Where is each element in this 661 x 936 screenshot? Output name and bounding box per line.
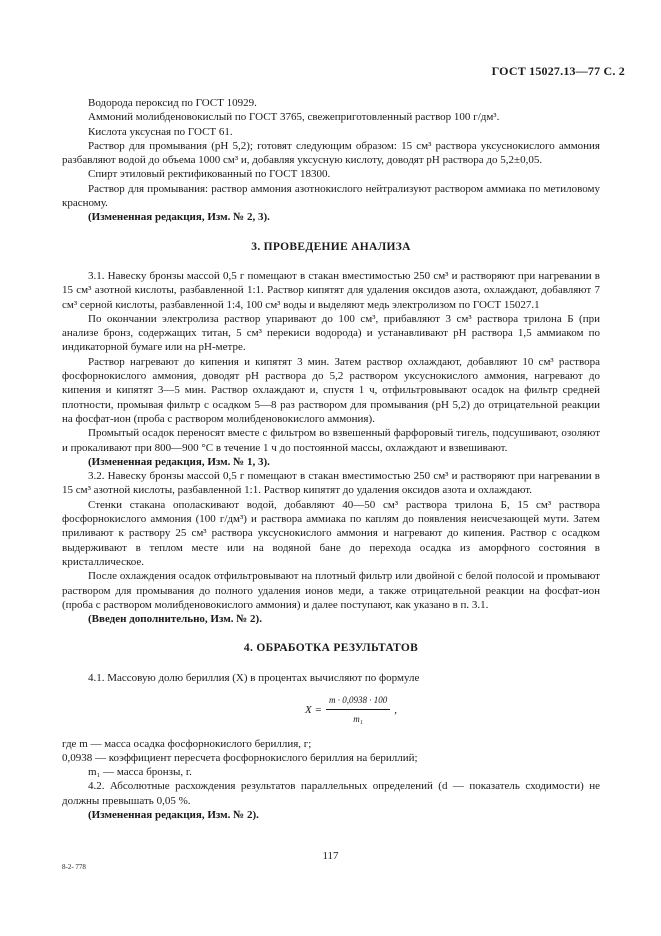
edition-note: (Измененная редакция, Изм. № 1, 3).	[88, 455, 270, 468]
document-header: ГОСТ 15027.13—77 С. 2	[491, 64, 625, 78]
variable-definitions	[62, 737, 600, 780]
definition-line: 0,0938 — коэффициент пересчета фосфорнокислого бериллия на бериллий;	[62, 751, 418, 764]
definition-line: m₁ — масса бронзы, г.	[88, 766, 192, 779]
formula	[62, 693, 600, 727]
page-number: 117	[322, 850, 339, 862]
intro-line: Водорода пероксид по ГОСТ 10929.	[88, 97, 257, 109]
paragraph: 3.1. Навеску бронзы массой 0,5 г помещают в стакан вместимостью 250 см³ и растворяют при нагревании в 15 см³ азотной кислоты, разбавленной 1:1. Раствор кипятят для удаления оксидов азота, охлаждают, добавляют 7 см³ серной кислоты, разбавленной 1:4, 100 см³ воды и выделяют медь электролизом по ГОСТ 15027.1	[62, 269, 600, 311]
formula-denominator: m₁	[353, 714, 363, 725]
paragraph: Промытый осадок переносят вместе с фильтром во взвешенный фарфоровый тигель, подсушивают, озоляют и прокаливают при 800—900 °С в течение 1 ч до постоянной массы, охлаждают и взвешивают.	[62, 427, 600, 454]
section-3-title: 3. ПРОВЕДЕНИЕ АНАЛИЗА	[251, 240, 411, 253]
edition-note: (Измененная редакция, Изм. № 2, 3).	[88, 211, 270, 224]
intro-line: Кислота уксусная по ГОСТ 61.	[88, 125, 233, 138]
intro-line: Раствор для промывания (рН 5,2); готовят следующим образом: 15 см³ раствора уксуснокислого аммония разбавляют водой до объема 1000 см³ и, добавляя уксусную кислоту, доводят рН раствора до 5,2±0,05.	[62, 139, 600, 167]
paragraph: 3.2. Навеску бронзы массой 0,5 г помещают в стакан вместимостью 250 см³ и растворяют при нагревании в 15 см³ азотной кислоты, разбавленной 1:1. Раствор кипятят до удаления оксидов азота и охлаждают.	[62, 470, 600, 497]
formula-tail: ,	[394, 703, 397, 716]
intro-line: Аммоний молибденовокислый по ГОСТ 3765, свежеприготовленный раствор 100 г/дм³.	[88, 111, 500, 124]
paragraph: Раствор нагревают до кипения и кипятят 3 мин. Затем раствор охлаждают, добавляют 10 см³ раствора фосфорнокислого аммония, доводят рН раствора до 5,2 раствором уксуснокислого аммония, нагревают до кипения и кипятят 3—5 мин. Раствор охлаждают и, спустя 1 ч, отфильтровывают осадок на фильтр средней плотности, промывая фильтр с осадком 5—8 раз раствором для промывания (рН 5,2) до отрицательной реакции на фосфат-ион (проба с раствором молибденовокислого аммония).	[62, 355, 600, 425]
edition-note: (Измененная редакция, Изм. № 2).	[88, 809, 259, 822]
print-code: 8-2- 778	[62, 863, 86, 871]
formula-fraction	[326, 693, 390, 727]
paragraph: 4.2. Абсолютные расхождения результатов параллельных определений (d — показатель сходимости) не должны превышать 0,05 %.	[62, 780, 600, 807]
edition-note: (Введен дополнительно, Изм. № 2).	[88, 613, 262, 626]
section-4-title: 4. ОБРАБОТКА РЕЗУЛЬТАТОВ	[243, 642, 419, 655]
intro-line: Спирт этиловый ректификованный по ГОСТ 18300.	[88, 168, 331, 181]
paragraph: Стенки стакана ополаскивают водой, добавляют 40—50 см³ раствора трилона Б, 15 см³ раствора фосфорнокислого аммония (100 г/дм³) и раствора аммиака по каплям до появления неисчезающей мути. Затем приливают к раствору 25 см³ раствора уксуснокислого аммония и нагревают до кипения. Раствор с осадком выдерживают в теплом месте или на водяной бане до перехода осадка из аморфного состояния в кристаллическое.	[62, 498, 600, 568]
document-body	[62, 96, 600, 822]
definition-line: где m — масса осадка фосфорнокислого бериллия, г;	[62, 737, 312, 750]
paragraph: После охлаждения осадок отфильтровывают на плотный фильтр или двойной с белой полосой и промывают раствором для промывания до полного удаления ионов меди, а также отрицательной реакции на фосфат-ион (проба с раствором молибденовокислого аммония) и далее поступают, как указано в п. 3.1.	[62, 570, 600, 611]
formula-numerator: m · 0,0938 · 100	[326, 693, 390, 710]
intro-line: Раствор для промывания: раствор аммония азотнокислого нейтрализуют раствором аммиака по метиловому красному.	[62, 182, 600, 210]
paragraph: 4.1. Массовую долю бериллия (X) в процентах вычисляют по формуле	[88, 671, 420, 684]
formula-lhs: X =	[305, 703, 322, 716]
paragraph: По окончании электролиза раствор упаривают до 100 см³, прибавляют 3 см³ раствора трилона Б (при анализе бронз, содержащих титан, 5 см³ перекиси водорода) и устанавливают рН раствора 1,5 аммиаком по индикаторной бумаге или на рН-метре.	[62, 312, 600, 354]
